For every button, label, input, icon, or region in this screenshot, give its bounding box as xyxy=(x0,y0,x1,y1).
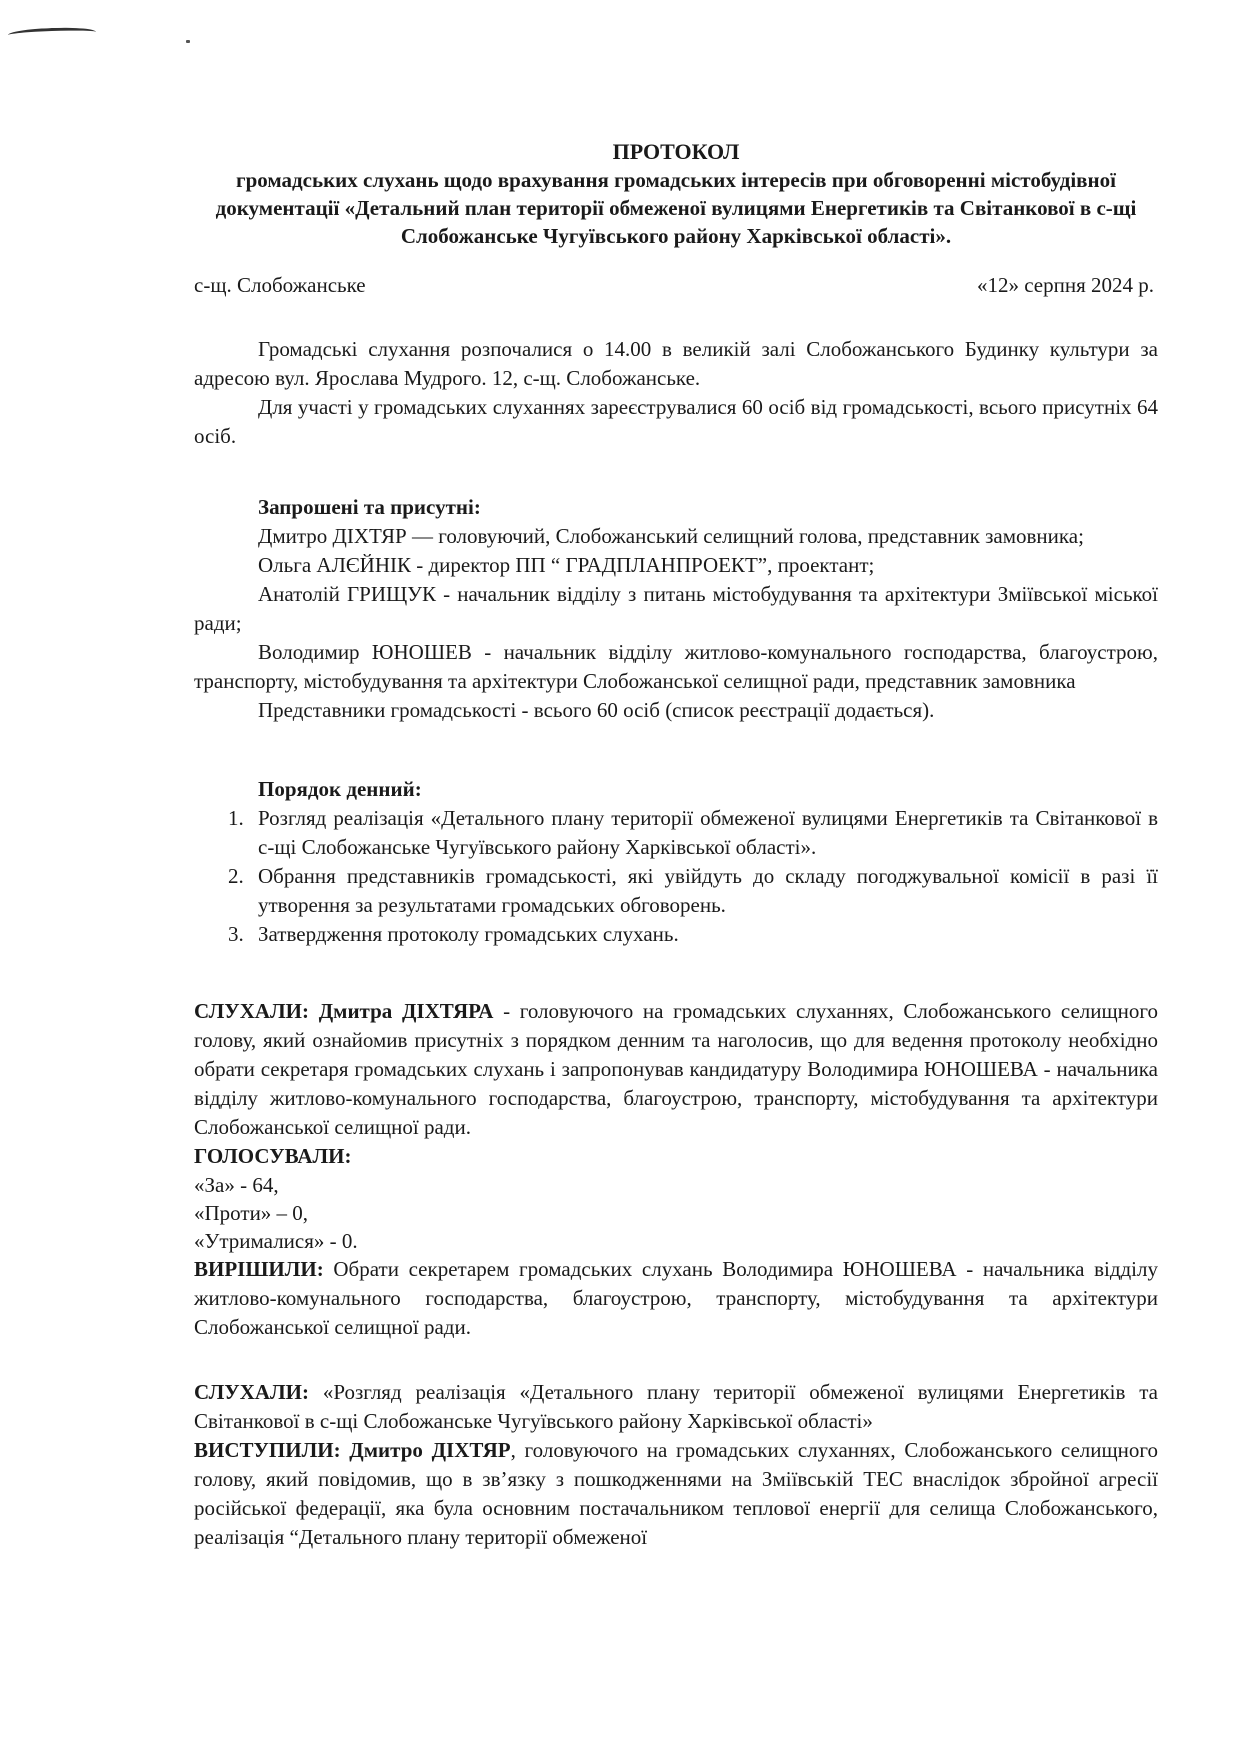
invited-heading: Запрошені та присутні: xyxy=(258,495,481,519)
document-place: с-щ. Слобожанське xyxy=(194,273,366,297)
vote-abstain: «Утрималися» - 0. xyxy=(194,1229,358,1253)
agenda-item-number: 2. xyxy=(228,864,244,888)
agenda-item-text: Затвердження протоколу громадських слухань. xyxy=(258,922,679,946)
voted-label: ГОЛОСУВАЛИ: xyxy=(194,1144,352,1168)
agenda-item xyxy=(194,862,1158,920)
vote-for: «За» - 64, xyxy=(194,1173,279,1197)
hearing2-heard xyxy=(194,1378,1158,1436)
vote-against: «Проти» – 0, xyxy=(194,1201,309,1225)
place-date-line xyxy=(194,271,1158,300)
invited-item: Володимир ЮНОШЕВ - начальник відділу житлово-комунального господарства, благоустрою, транспорту, містобудування та архітектури Слобожанської селищної ради, представник замовника xyxy=(194,640,1158,693)
heard-text: «Розгляд реалізація «Детального плану території обмеженої вулицями Енергетиків та Світанкової в с-щі Слобожанське Чугуївського району Харківської області» xyxy=(194,1380,1158,1433)
spoke-label: ВИСТУПИЛИ: xyxy=(194,1438,341,1462)
spoke-speaker: Дмитро ДІХТЯР xyxy=(340,1438,511,1462)
agenda-item-text: Обрання представників громадськості, які увійдуть до складу погоджувальної комісії в разі її утворення за результатами громадських обговорень. xyxy=(258,864,1158,917)
document-body xyxy=(194,138,1158,1552)
agenda-list xyxy=(194,804,1158,949)
invited-item: Представники громадськості - всього 60 осіб (список реєстрації додається). xyxy=(258,698,935,722)
spoke-text: , головуючого на громадських слуханнях, Слобожанського селищного голову, який повідомив, що в зв’язку з пошкодженнями на Зміївській ТЕС внаслідок збройної агресії російської федерації, яка була основним постачальником теплової енергії для селища Слобожанського, реалізація “Детального плану території обмеженої xyxy=(194,1438,1159,1549)
agenda-heading: Порядок денний: xyxy=(258,777,422,801)
intro-paragraph: Громадські слухання розпочалися о 14.00 в великій залі Слобожанського Будинку культури за адресою вул. Ярослава Мудрого. 12, с-щ. Слобожанське. xyxy=(194,337,1158,390)
scan-artifact-dot xyxy=(186,40,190,43)
vote-results xyxy=(194,1171,1158,1255)
heard-speaker: Дмитра ДІХТЯРА xyxy=(318,999,494,1023)
document-date: «12» серпня 2024 р. xyxy=(976,273,1154,297)
agenda-item-number: 1. xyxy=(228,806,244,830)
decided-text: Обрати секретарем громадських слухань Володимира ЮНОШЕВА - начальника відділу житлово-комунального господарства, благоустрою, транспорту, містобудування та архітектури Слобожанської селищної ради. xyxy=(194,1257,1158,1339)
hearing2-spoke xyxy=(194,1436,1158,1552)
heard-label: СЛУХАЛИ: xyxy=(194,999,310,1023)
document-subtitle: громадських слухань щодо врахування громадських інтересів при обговоренні містобудівної документації «Детальний план території обмеженої вулицями Енергетиків та Світанкової в с-щі Слобожанське Чугуївського району Харківської області». xyxy=(215,168,1137,248)
agenda-item-number: 3. xyxy=(228,922,244,946)
agenda-item xyxy=(194,920,1158,949)
hearing1-decided xyxy=(194,1255,1158,1342)
decided-label: ВИРІШИЛИ: xyxy=(194,1257,324,1281)
invited-item: Ольга АЛЄЙНІК - директор ПП “ ГРАДПЛАНПРОЕКТ”, проектант; xyxy=(258,553,875,577)
agenda-item-text: Розгляд реалізація «Детального плану території обмеженої вулицями Енергетиків та Світанкової в с-щі Слобожанське Чугуївського району Харківської області». xyxy=(258,806,1158,859)
hearing1-heard xyxy=(194,997,1158,1142)
document-title: ПРОТОКОЛ xyxy=(612,139,740,164)
intro-paragraph: Для участі у громадських слуханнях зареєструвалися 60 осіб від громадськості, всього присутніх 64 осіб. xyxy=(194,395,1158,448)
agenda-item xyxy=(194,804,1158,862)
invited-item: Дмитро ДІХТЯР — головуючий, Слобожанський селищний голова, представник замовника; xyxy=(258,524,1084,548)
invited-item: Анатолій ГРИЩУК - начальник відділу з питань містобудування та архітектури Зміївської міської ради; xyxy=(194,582,1158,635)
scan-artifact-mark xyxy=(8,26,96,40)
heard-label: СЛУХАЛИ: xyxy=(194,1380,310,1404)
heard-text: - головуючого на громадських слуханнях, Слобожанського селищного голову, який ознайомив присутніх з порядком денним та наголосив, що для ведення протоколу необхідно обрати секретаря громадських слухань і запропонував кандидатуру Володимира ЮНОШЕВА - начальника відділу житлово-комунального господарства, благоустрою, транспорту, містобудування та архітектури Слобожанської селищної ради. xyxy=(194,999,1158,1139)
